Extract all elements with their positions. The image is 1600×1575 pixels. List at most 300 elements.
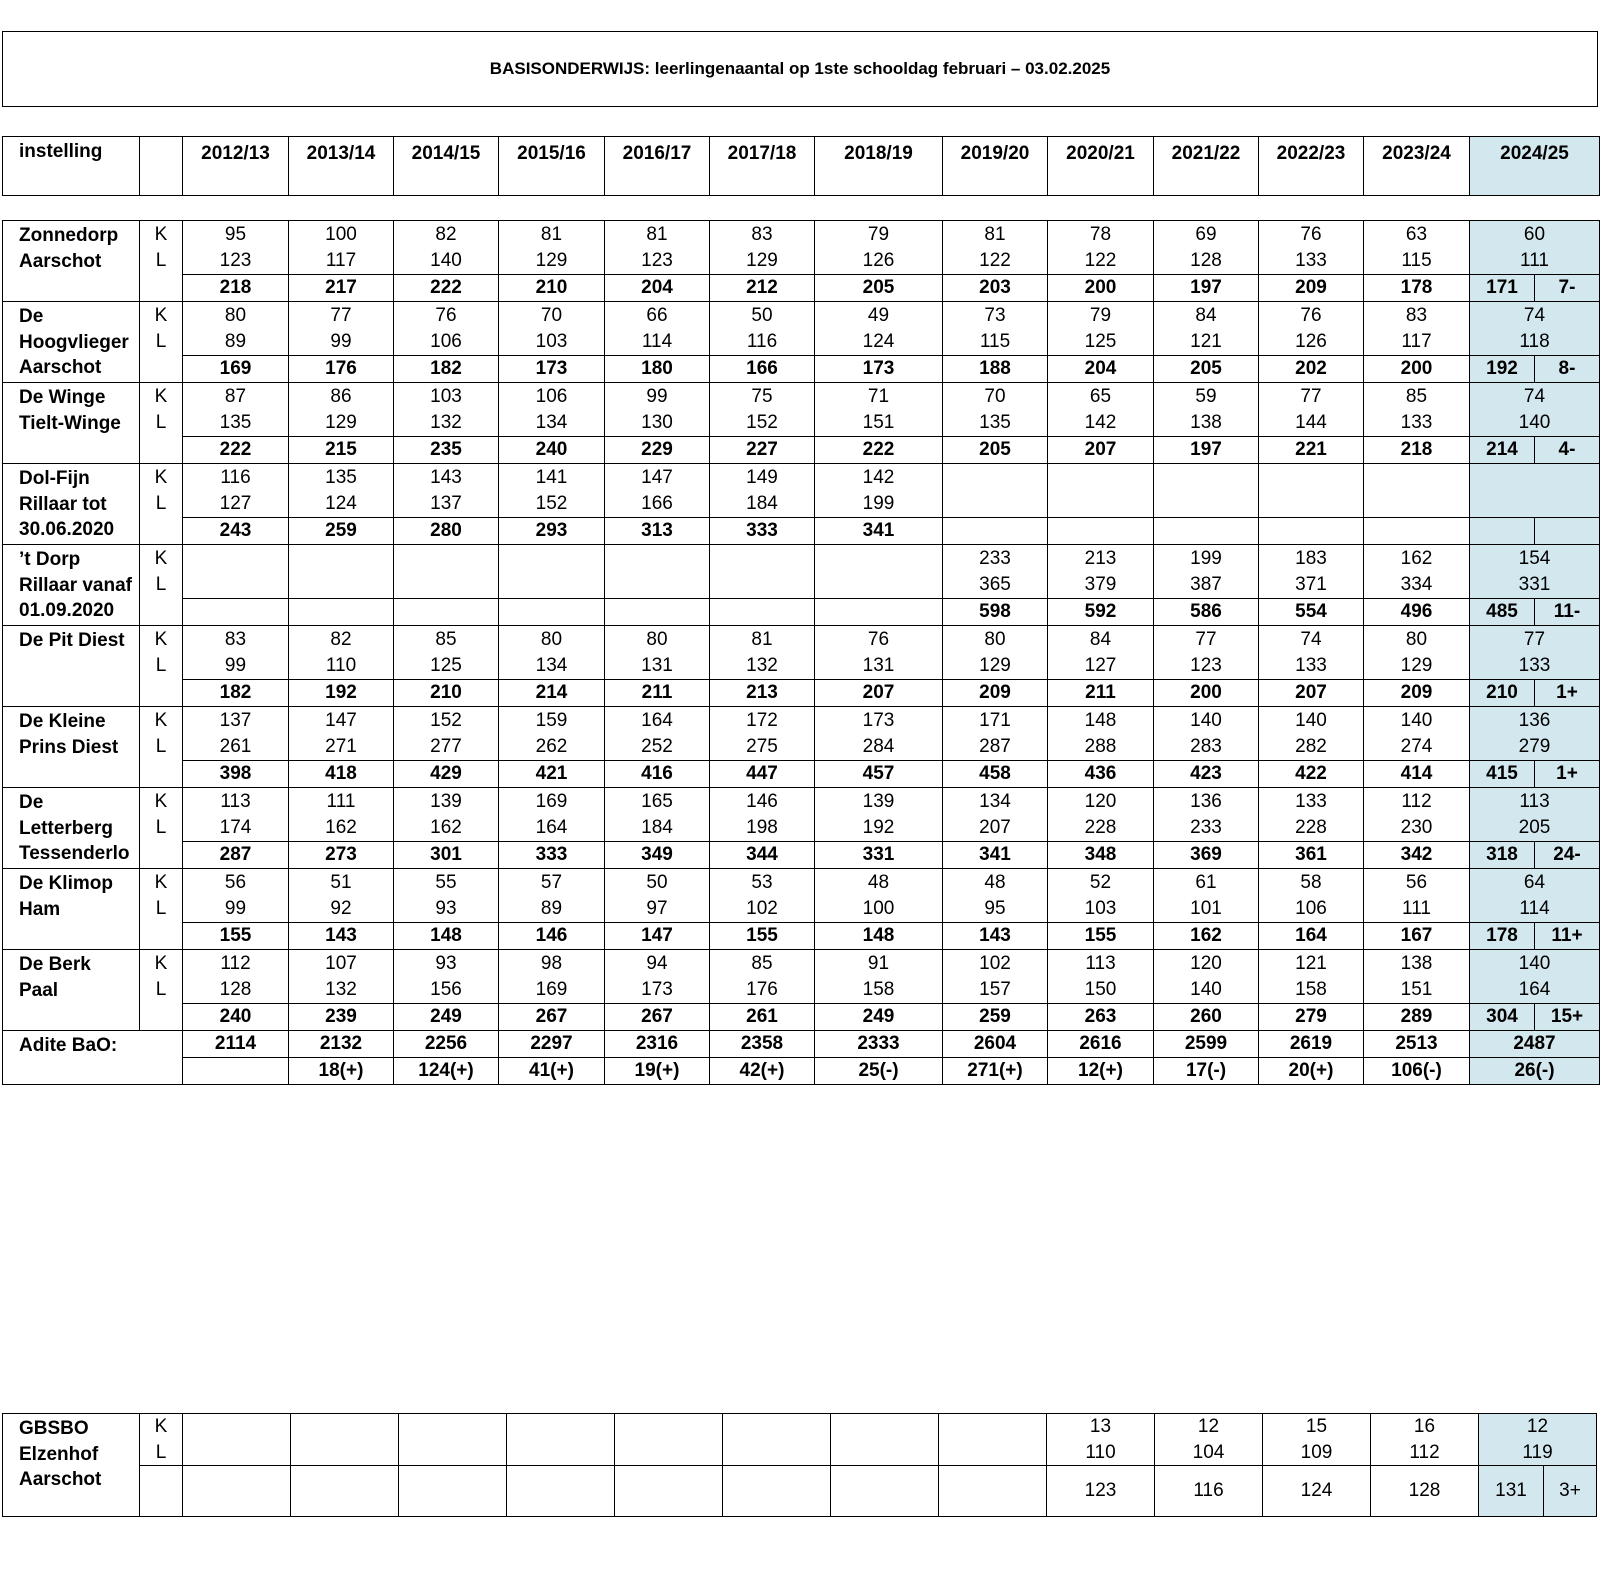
kl-values-cell [831, 1414, 939, 1466]
total-2024-25: 304 [1470, 1004, 1535, 1031]
adite-change: 20(+) [1259, 1058, 1364, 1085]
kl-values-cell [289, 302, 394, 356]
l-value: 129 [1400, 654, 1433, 676]
l-value: 184 [641, 816, 673, 838]
k-value: 79 [1089, 305, 1112, 326]
total-value: 197 [1154, 275, 1259, 302]
kl-values-cell [1154, 707, 1259, 761]
l-value: 123 [641, 249, 673, 271]
header-year: 2018/19 [815, 137, 943, 196]
kl-values-cell [1259, 869, 1364, 923]
kl-values-cell [1364, 221, 1470, 275]
kl-values-cell [1470, 464, 1600, 518]
adite-change: 25(-) [815, 1058, 943, 1085]
k-value: 143 [430, 467, 462, 488]
k-value: 147 [641, 467, 673, 488]
total-value: 457 [815, 761, 943, 788]
k-value: 140 [1400, 710, 1433, 731]
kl-values-cell [1470, 707, 1600, 761]
total-value: 221 [1259, 437, 1364, 464]
total-value: 222 [183, 437, 289, 464]
enrollment-table [2, 220, 1600, 1085]
kl-values-cell [499, 869, 605, 923]
l-value: 137 [430, 492, 462, 514]
school-name: De Klimop Ham [3, 869, 140, 950]
kl-values-cell [1048, 383, 1154, 437]
kl-values-cell [183, 1414, 291, 1466]
l-value: 152 [535, 492, 568, 514]
school-total-row [3, 680, 1600, 707]
k-value: 56 [224, 872, 247, 893]
l-value: 100 [862, 897, 895, 919]
header-year: 2017/18 [710, 137, 815, 196]
l-value: 104 [1192, 1441, 1225, 1463]
total-value: 260 [1154, 1004, 1259, 1031]
l-value: 106 [430, 330, 462, 352]
adite-label: Adite BaO: [3, 1031, 183, 1085]
kl-values-cell [1259, 383, 1364, 437]
kl-values-cell [1154, 383, 1259, 437]
k-label: K [154, 953, 168, 975]
l-value: 115 [1401, 249, 1432, 271]
kl-labels [140, 383, 183, 437]
school-name: ’t Dorp Rillaar vanaf 01.09.2020 [3, 545, 140, 626]
total-value: 164 [1259, 923, 1364, 950]
k-value: 71 [867, 386, 890, 407]
l-value: 102 [746, 897, 778, 919]
total-value: 267 [499, 1004, 605, 1031]
k-value: 77 [330, 305, 352, 326]
gbsbo-row [3, 1414, 1597, 1466]
kl-values-cell [1259, 950, 1364, 1004]
kl-values-cell [1048, 464, 1154, 518]
l-value: 252 [641, 735, 673, 757]
kl-values-cell [943, 302, 1048, 356]
total-value: 215 [289, 437, 394, 464]
kl-values-cell [394, 221, 499, 275]
total-value: 214 [499, 680, 605, 707]
l-value: 284 [862, 735, 895, 757]
k-value: 79 [867, 224, 890, 245]
kl-values-cell [605, 707, 710, 761]
total-value: 222 [394, 275, 499, 302]
adite-change: 19(+) [605, 1058, 710, 1085]
l-value: 140 [1190, 978, 1222, 1000]
l-value: 123 [1190, 654, 1222, 676]
school-name: De Berk Paal [3, 950, 140, 1031]
total-value: 349 [605, 842, 710, 869]
total-value: 279 [1259, 1004, 1364, 1031]
k-value: 83 [751, 224, 773, 245]
school-row [3, 707, 1600, 761]
k-value: 73 [984, 305, 1006, 326]
kl-blank [140, 1466, 183, 1517]
total-value: 205 [1154, 356, 1259, 383]
kl-blank [140, 437, 183, 464]
kl-values-cell [507, 1414, 615, 1466]
kl-labels [140, 545, 183, 599]
school-row [3, 545, 1600, 599]
k-value: 80 [540, 629, 563, 650]
kl-values-cell [394, 545, 499, 599]
kl-values-cell [615, 1414, 723, 1466]
l-value: 334 [1400, 573, 1433, 595]
page-title: BASISONDERWIJS: leerlingenaantal op 1ste schooldag februari – 03.02.2025 [2, 31, 1598, 107]
l-value: 287 [979, 735, 1011, 757]
k-value: 70 [984, 386, 1006, 407]
school-row [3, 626, 1600, 680]
k-label: K [154, 305, 168, 327]
header-year: 2012/13 [183, 137, 289, 196]
kl-values-cell [1048, 869, 1154, 923]
k-value: 80 [1405, 629, 1428, 650]
kl-blank [140, 356, 183, 383]
k-value: 100 [325, 224, 357, 245]
l-value: 283 [1190, 735, 1222, 757]
kl-values-cell [1154, 788, 1259, 842]
school-total-row [3, 518, 1600, 545]
total-value: 598 [943, 599, 1048, 626]
kl-values-cell [1259, 302, 1364, 356]
l-value: 103 [1084, 897, 1117, 919]
k-value: 57 [540, 872, 563, 893]
kl-values-cell [1364, 788, 1470, 842]
l-value: 262 [535, 735, 568, 757]
k-value: 139 [430, 791, 462, 812]
kl-values-cell [943, 464, 1048, 518]
kl-values-cell [605, 869, 710, 923]
l-value: 127 [219, 492, 252, 514]
l-value: 142 [1084, 411, 1117, 433]
kl-values-cell [710, 950, 815, 1004]
difference-value: 3+ [1544, 1466, 1597, 1517]
total-value: 341 [943, 842, 1048, 869]
adite-total-row [3, 1031, 1600, 1058]
k-value: 80 [984, 629, 1006, 650]
kl-values-cell [1259, 788, 1364, 842]
total-2024-25: 131 [1479, 1466, 1544, 1517]
k-value: 133 [1295, 791, 1327, 812]
kl-values-cell [183, 950, 289, 1004]
total-value: 146 [499, 923, 605, 950]
kl-values-cell [1263, 1414, 1371, 1466]
total-value: 116 [1155, 1466, 1263, 1517]
total-value: 209 [1364, 680, 1470, 707]
l-value: 282 [1295, 735, 1327, 757]
total-value: 128 [1371, 1466, 1479, 1517]
kl-values-cell [710, 545, 815, 599]
l-value: 121 [1190, 330, 1222, 352]
adite-total: 2513 [1364, 1031, 1470, 1058]
total-value: 155 [183, 923, 289, 950]
k-value: 80 [224, 305, 247, 326]
kl-values-cell [605, 950, 710, 1004]
total-value: 173 [499, 356, 605, 383]
kl-values-cell [499, 950, 605, 1004]
adite-total: 2316 [605, 1031, 710, 1058]
header-year: 2013/14 [289, 137, 394, 196]
l-value: 111 [1402, 897, 1431, 919]
l-value: 150 [1084, 978, 1117, 1000]
k-value: 113 [1085, 953, 1116, 974]
l-value: 119 [1522, 1441, 1553, 1463]
kl-values-cell [499, 707, 605, 761]
l-value: 151 [862, 411, 895, 433]
l-value: 110 [1085, 1441, 1116, 1463]
total-value: 182 [394, 356, 499, 383]
k-value: 113 [1519, 791, 1550, 812]
school-name: Zonnedorp Aarschot [3, 221, 140, 302]
total-value: 243 [183, 518, 289, 545]
school-row [3, 869, 1600, 923]
k-value: 135 [325, 467, 357, 488]
total-value: 204 [605, 275, 710, 302]
adite-change: 26(-) [1470, 1058, 1600, 1085]
kl-values-cell [723, 1414, 831, 1466]
kl-values-cell [815, 626, 943, 680]
kl-values-cell [1154, 869, 1259, 923]
total-value: 192 [289, 680, 394, 707]
kl-values-cell [710, 383, 815, 437]
k-value: 102 [979, 953, 1011, 974]
l-value: 261 [219, 735, 252, 757]
header-table [2, 136, 1600, 196]
total-value: 313 [605, 518, 710, 545]
total-value: 342 [1364, 842, 1470, 869]
total-value: 289 [1364, 1004, 1470, 1031]
k-label: K [154, 710, 168, 732]
kl-values-cell [499, 545, 605, 599]
kl-values-cell [1470, 383, 1600, 437]
l-value: 158 [1295, 978, 1327, 1000]
total-value: 249 [394, 1004, 499, 1031]
school-total-row [3, 1004, 1600, 1031]
adite-change-row [3, 1058, 1600, 1085]
total-value: 287 [183, 842, 289, 869]
total-value: 239 [289, 1004, 394, 1031]
total-value: 447 [710, 761, 815, 788]
kl-values-cell [1364, 545, 1470, 599]
k-value: 199 [1190, 548, 1222, 569]
l-value: 103 [535, 330, 568, 352]
l-value: 124 [862, 330, 895, 352]
l-value: 89 [540, 897, 563, 919]
kl-values-cell [710, 707, 815, 761]
l-value: 173 [641, 978, 673, 1000]
total-value: 240 [183, 1004, 289, 1031]
l-value: 152 [746, 411, 778, 433]
adite-total: 2132 [289, 1031, 394, 1058]
kl-values-cell [1259, 626, 1364, 680]
total-value: 207 [1048, 437, 1154, 464]
k-value: 137 [219, 710, 252, 731]
k-value: 77 [1300, 386, 1322, 407]
kl-values-cell [399, 1414, 507, 1466]
l-value: 387 [1190, 573, 1222, 595]
kl-values-cell [605, 221, 710, 275]
k-value: 81 [751, 629, 773, 650]
k-label: K [154, 791, 168, 813]
l-value: 135 [979, 411, 1011, 433]
k-label: K [154, 872, 168, 894]
header-year: 2024/25 [1470, 137, 1600, 196]
l-value: 109 [1300, 1441, 1333, 1463]
k-value: 94 [646, 953, 668, 974]
l-value: 198 [746, 816, 778, 838]
k-value: 82 [330, 629, 352, 650]
l-value: 122 [1084, 249, 1117, 271]
school-row [3, 383, 1600, 437]
total-2024-25: 415 [1470, 761, 1535, 788]
k-value: 141 [535, 467, 568, 488]
school-total-row [3, 923, 1600, 950]
l-label: L [155, 411, 167, 433]
total-value: 155 [710, 923, 815, 950]
kl-values-cell [394, 383, 499, 437]
l-value: 133 [1295, 249, 1327, 271]
kl-blank [140, 842, 183, 869]
l-value: 92 [330, 897, 352, 919]
k-value: 113 [220, 791, 251, 812]
k-value: 99 [646, 386, 668, 407]
l-value: 123 [219, 249, 252, 271]
total-value: 204 [1048, 356, 1154, 383]
l-value: 129 [979, 654, 1011, 676]
kl-values-cell [605, 302, 710, 356]
kl-values-cell [1470, 626, 1600, 680]
k-value: 120 [1190, 953, 1222, 974]
total-value: 333 [499, 842, 605, 869]
school-row [3, 464, 1600, 518]
kl-labels [140, 707, 183, 761]
total-value: 235 [394, 437, 499, 464]
k-value: 147 [325, 710, 357, 731]
gbsbo-total-row [3, 1466, 1597, 1517]
total-2024-25: 318 [1470, 842, 1535, 869]
l-value: 162 [325, 816, 357, 838]
total-value: 217 [289, 275, 394, 302]
l-value: 126 [862, 249, 895, 271]
kl-values-cell [499, 788, 605, 842]
total-value [710, 599, 815, 626]
total-value: 341 [815, 518, 943, 545]
l-value: 157 [979, 978, 1011, 1000]
k-value: 112 [1401, 791, 1432, 812]
total-value: 422 [1259, 761, 1364, 788]
k-value: 154 [1518, 548, 1551, 569]
l-value: 331 [1518, 573, 1551, 595]
total-value: 293 [499, 518, 605, 545]
total-value: 197 [1154, 437, 1259, 464]
kl-values-cell [1259, 545, 1364, 599]
kl-values-cell [1259, 221, 1364, 275]
l-value: 89 [224, 330, 247, 352]
school-name: De Hoogvlieger Aarschot [3, 302, 140, 383]
k-value: 134 [979, 791, 1011, 812]
l-value: 288 [1084, 735, 1117, 757]
total-value: 213 [710, 680, 815, 707]
k-value: 51 [330, 872, 352, 893]
adite-change: 124(+) [394, 1058, 499, 1085]
total-value: 301 [394, 842, 499, 869]
kl-values-cell [289, 545, 394, 599]
k-label: K [154, 467, 168, 489]
l-value: 106 [1295, 897, 1327, 919]
total-value: 143 [943, 923, 1048, 950]
total-value [605, 599, 710, 626]
total-value: 421 [499, 761, 605, 788]
header-year: 2020/21 [1048, 137, 1154, 196]
l-value: 131 [862, 654, 895, 676]
header-year: 2021/22 [1154, 137, 1259, 196]
k-value: 80 [646, 629, 668, 650]
total-value: 398 [183, 761, 289, 788]
total-value [831, 1466, 939, 1517]
l-label: L [155, 816, 167, 838]
gbsbo-table [2, 1413, 1597, 1517]
kl-values-cell [1048, 788, 1154, 842]
k-value: 120 [1084, 791, 1117, 812]
k-value: 83 [224, 629, 247, 650]
total-value: 124 [1263, 1466, 1371, 1517]
k-value: 169 [535, 791, 568, 812]
k-value: 12 [1197, 1416, 1220, 1437]
school-total-row [3, 599, 1600, 626]
total-value: 261 [710, 1004, 815, 1031]
l-label: L [155, 978, 167, 1000]
difference-value: 8- [1535, 356, 1600, 383]
k-value: 76 [435, 305, 457, 326]
l-value: 115 [979, 330, 1011, 352]
total-value: 207 [815, 680, 943, 707]
total-value: 554 [1259, 599, 1364, 626]
total-value: 162 [1154, 923, 1259, 950]
l-value: 174 [219, 816, 252, 838]
l-value: 97 [646, 897, 668, 919]
kl-values-cell [1154, 545, 1259, 599]
kl-values-cell [815, 950, 943, 1004]
k-value: 12 [1526, 1416, 1549, 1437]
kl-values-cell [394, 707, 499, 761]
total-value: 210 [394, 680, 499, 707]
kl-values-cell [1047, 1414, 1155, 1466]
difference-value: 4- [1535, 437, 1600, 464]
l-value: 118 [1519, 330, 1550, 352]
kl-values-cell [710, 869, 815, 923]
adite-change: 42(+) [710, 1058, 815, 1085]
kl-values-cell [499, 464, 605, 518]
kl-values-cell [943, 707, 1048, 761]
kl-values-cell [815, 464, 943, 518]
l-value: 228 [1295, 816, 1327, 838]
header-row [3, 137, 1600, 196]
kl-values-cell [1048, 707, 1154, 761]
k-value: 152 [430, 710, 462, 731]
kl-values-cell [394, 869, 499, 923]
kl-values-cell [943, 383, 1048, 437]
total-value: 458 [943, 761, 1048, 788]
kl-values-cell [394, 626, 499, 680]
total-value: 586 [1154, 599, 1259, 626]
kl-values-cell [183, 383, 289, 437]
adite-change: 12(+) [1048, 1058, 1154, 1085]
kl-values-cell [943, 788, 1048, 842]
adite-total: 2114 [183, 1031, 289, 1058]
k-value: 84 [1089, 629, 1112, 650]
kl-labels [140, 221, 183, 275]
l-value: 275 [746, 735, 778, 757]
l-value: 199 [862, 492, 895, 514]
